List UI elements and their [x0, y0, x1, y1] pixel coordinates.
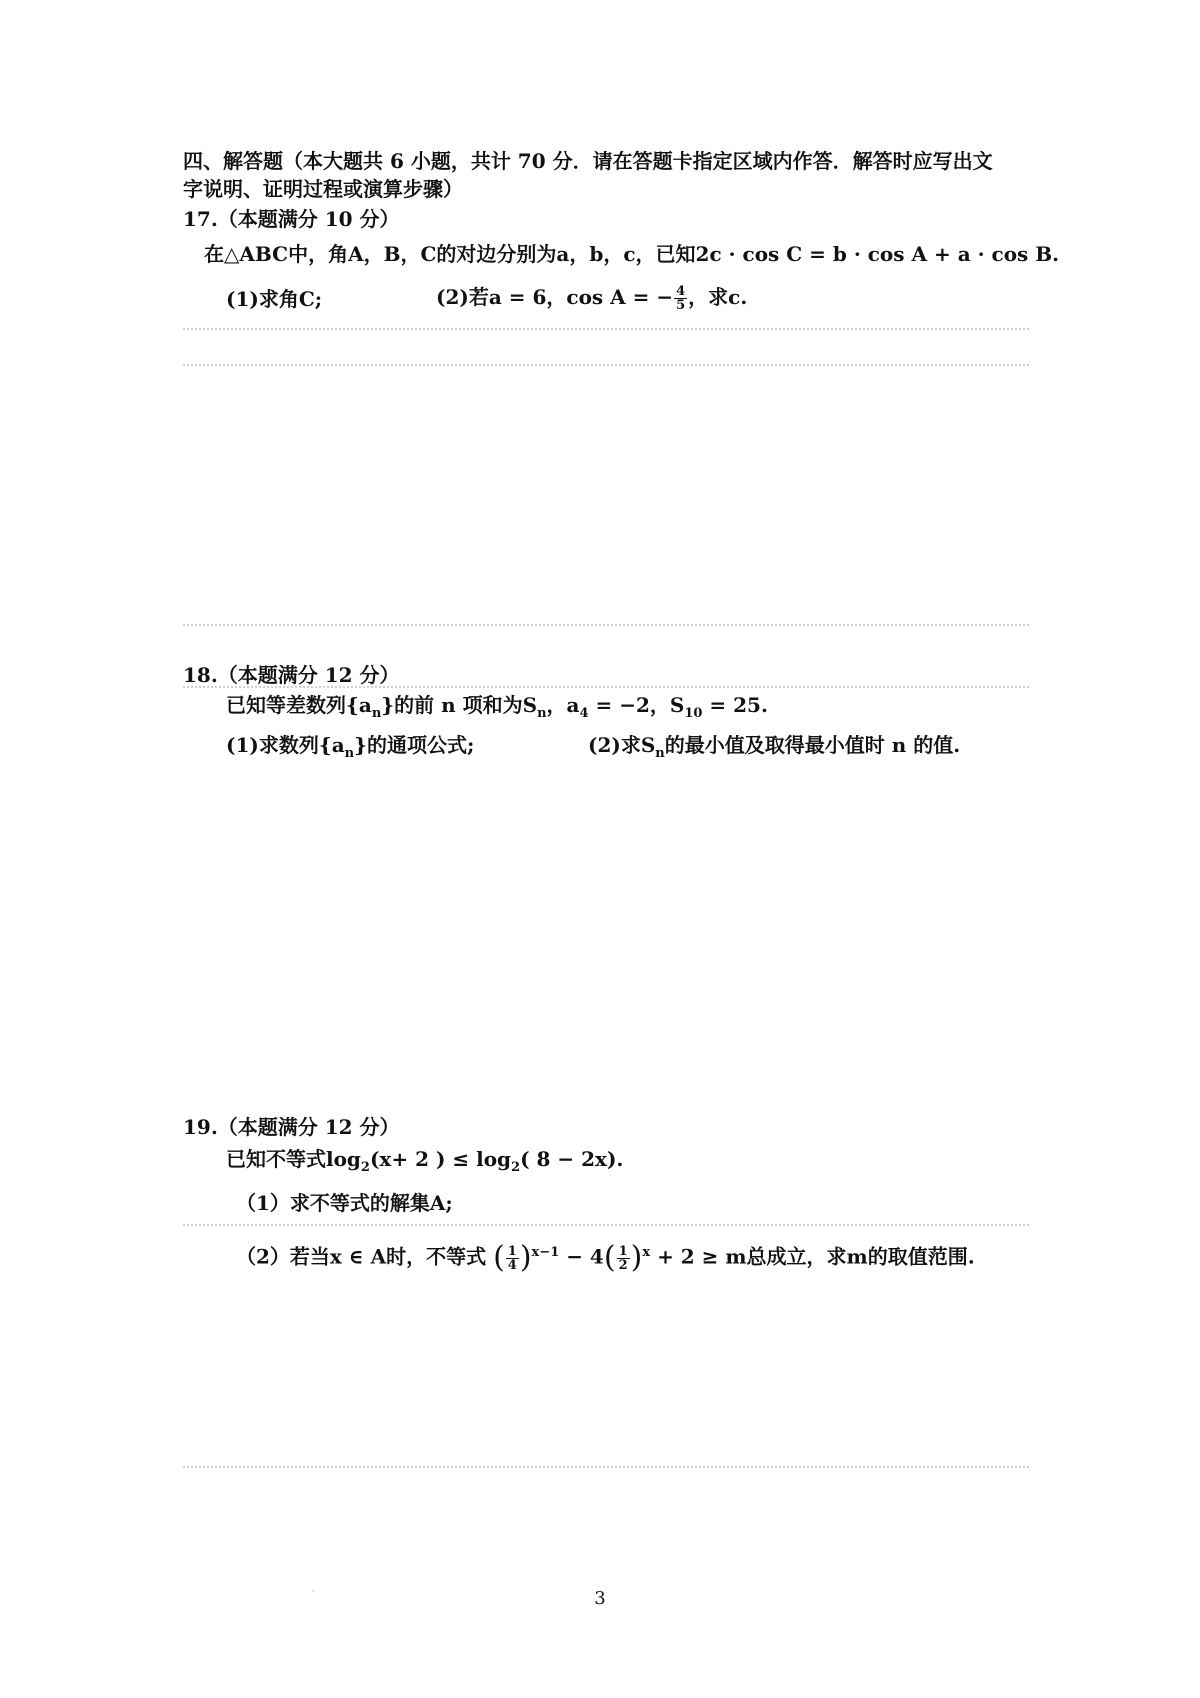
q19-frac2-den: 2 — [618, 1257, 628, 1273]
q19-frac2-num: 1 — [618, 1243, 628, 1259]
q18-sub-4: 4 — [579, 706, 589, 721]
q19-sub2: 2 — [511, 1160, 521, 1175]
q18-sub-n: n — [371, 706, 382, 721]
q19-part2-a: （2）若当x ∈ A时，不等式 — [236, 1244, 487, 1269]
q17-part2-prefix: (2)若a = 6，cos A = − — [436, 285, 674, 309]
right-paren: ) — [519, 1240, 532, 1276]
answer-line — [183, 328, 1029, 330]
q19-exp1: x−1 — [531, 1245, 560, 1260]
q17-number: 17.（本题满分 10 分） — [183, 207, 400, 231]
q18-part2-sub: n — [655, 746, 665, 761]
page-number: 3 — [594, 1588, 606, 1609]
q17-frac-den: 5 — [676, 298, 686, 313]
section-heading-line1: 四、解答题（本大题共 6 小题，共计 70 分．请在答题卡指定区域内作答．解答时应写出文 — [183, 149, 993, 173]
q19-exp2: x — [642, 1245, 651, 1260]
q18-part2 — [588, 732, 960, 767]
q19-frac1-den: 4 — [507, 1257, 517, 1273]
q18-part1 — [226, 732, 474, 767]
q19-number: 19.（本题满分 12 分） — [183, 1115, 400, 1139]
q18-stem-c: ，a — [546, 693, 580, 717]
q18-stem-b: }的前 n 项和为S — [381, 693, 538, 717]
q18-stem-d: = −2，S — [588, 693, 685, 717]
q19-sub1: 2 — [360, 1160, 370, 1175]
q19-stem-b: (x+ 2 ) ≤ log — [369, 1147, 512, 1171]
right-paren: ) — [630, 1240, 643, 1276]
answer-line — [183, 624, 1029, 626]
q19-stem — [226, 1146, 623, 1181]
q19-fraction1 — [506, 1245, 519, 1272]
answer-line — [183, 1466, 1029, 1468]
q18-sub-10: 10 — [684, 706, 703, 721]
q18-sub-n2: n — [537, 706, 547, 721]
left-paren: ( — [493, 1240, 505, 1276]
q18-part1-b: }的通项公式; — [354, 733, 475, 757]
q19-part1: （1）求不等式的解集A; — [236, 1191, 453, 1215]
q18-part1-a: (1)求数列{a — [226, 733, 345, 757]
q17-fraction — [674, 285, 687, 312]
q17-part1: (1)求角C; — [226, 287, 323, 311]
q17-stem: 在△ABC中，角A，B，C的对边分别为a，b，c，已知2c · cos C = b · cos A + a · cos B. — [204, 242, 1060, 266]
q17-part2-suffix: ，求c. — [688, 285, 748, 309]
q19-stem-c: ( 8 − 2x). — [520, 1147, 624, 1171]
answer-line — [183, 364, 1029, 366]
q19-part2-c: + 2 ≥ m总成立，求m的取值范围. — [650, 1244, 975, 1269]
q18-stem-a: 已知等差数列{a — [226, 693, 372, 717]
q19-frac1-num: 1 — [507, 1243, 517, 1259]
q18-part2-a: (2)求S — [588, 733, 656, 757]
q19-part2-b: − 4 — [559, 1244, 604, 1269]
q17-part2 — [436, 284, 747, 312]
section-heading-line2: 字说明、证明过程或演算步骤） — [183, 177, 463, 201]
q18-stem-e: = 25. — [702, 693, 768, 717]
answer-line — [183, 1224, 1029, 1226]
q19-fraction2 — [617, 1245, 630, 1272]
q19-part2 — [236, 1240, 975, 1276]
q18-stem — [226, 692, 768, 727]
q18-number: 18.（本题满分 12 分） — [183, 663, 400, 687]
answer-line — [183, 686, 1029, 688]
q19-stem-a: 已知不等式log — [226, 1147, 361, 1171]
q18-part2-b: 的最小值及取得最小值时 n 的值. — [664, 733, 961, 757]
q17-frac-num: 4 — [676, 284, 686, 299]
q18-part1-sub: n — [344, 746, 355, 761]
left-paren: ( — [603, 1240, 616, 1276]
